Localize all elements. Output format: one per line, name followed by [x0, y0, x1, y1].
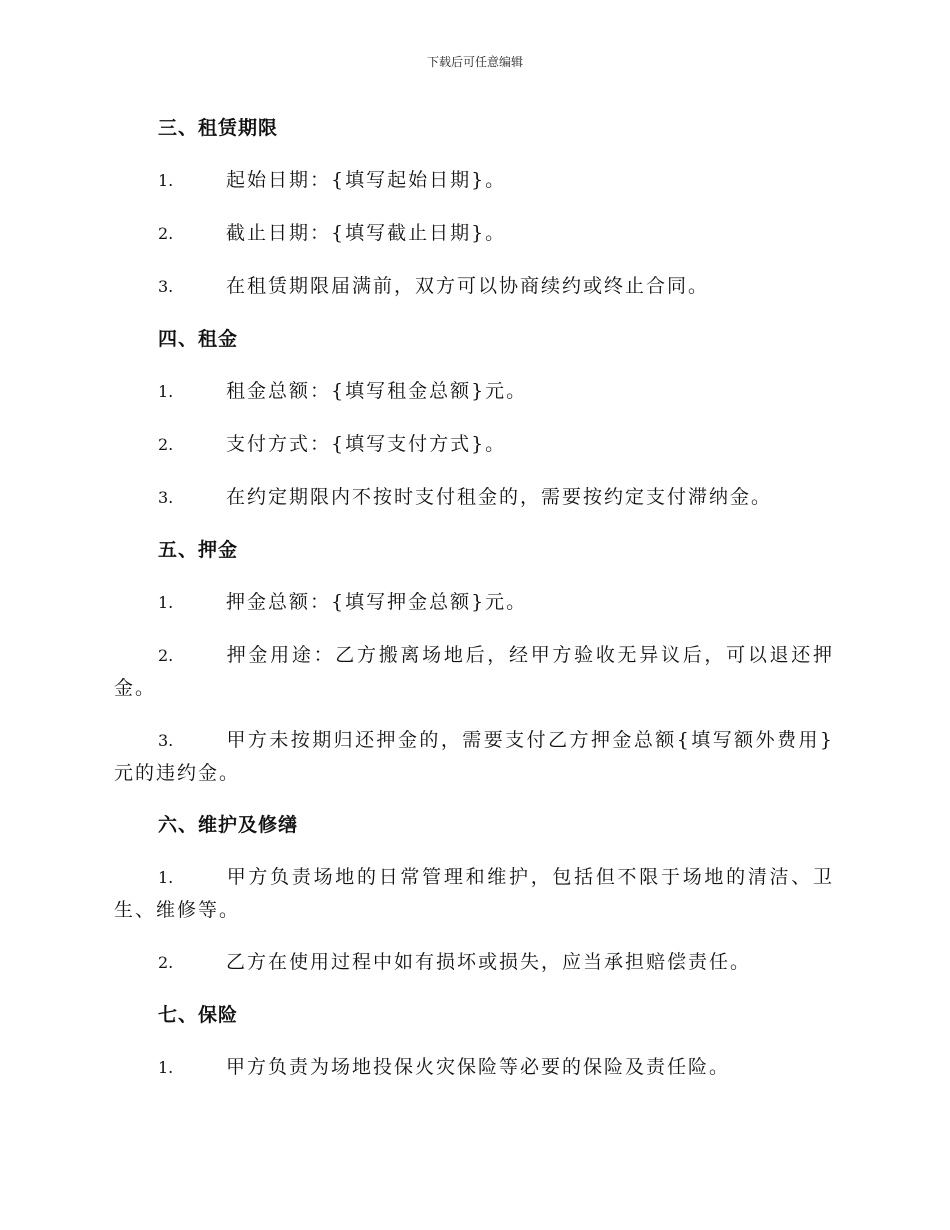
clause-text: 押金总额：{填写押金总额}元。 — [226, 591, 528, 613]
section-heading-insurance: 七、保险 — [158, 1004, 239, 1026]
clause-text: 甲方未按期归还押金的，需要支付乙方押金总额{填写额外费用}元的违约金。 — [114, 729, 834, 784]
clause-number: 1. — [158, 593, 174, 612]
clause-number: 1. — [158, 1058, 174, 1077]
clause — [114, 586, 834, 619]
clause — [114, 375, 834, 408]
clause-number: 2. — [158, 435, 174, 454]
clause-number: 2. — [158, 224, 174, 243]
clause — [114, 481, 834, 514]
clause-text: 在约定期限内不按时支付租金的，需要按约定支付滞纳金。 — [226, 486, 773, 508]
clause — [114, 639, 834, 704]
clause-text: 甲方负责为场地投保火灾保险等必要的保险及责任险。 — [226, 1056, 731, 1078]
document-body — [114, 112, 834, 1104]
clause-text: 甲方负责场地的日常管理和维护，包括但不限于场地的清洁、卫生、维修等。 — [114, 866, 834, 921]
clause — [114, 946, 834, 979]
clause — [114, 217, 834, 250]
clause-number: 2. — [158, 953, 174, 972]
clause — [114, 861, 834, 926]
clause-number: 2. — [158, 646, 174, 665]
header-note: 下载后可任意编辑 — [426, 55, 523, 69]
clause-number: 3. — [158, 488, 174, 507]
clause-text: 乙方在使用过程中如有损坏或损失，应当承担赔偿责任。 — [226, 951, 752, 973]
clause-text: 截止日期：{填写截止日期}。 — [226, 222, 507, 244]
section-heading-lease-term: 三、租赁期限 — [158, 117, 279, 139]
clause-text: 租金总额：{填写租金总额}元。 — [226, 380, 528, 402]
clause-number: 1. — [158, 171, 174, 190]
section-heading-maintenance: 六、维护及修缮 — [158, 814, 299, 836]
clause-number: 3. — [158, 731, 174, 750]
clause-text: 支付方式：{填写支付方式}。 — [226, 433, 507, 455]
clause-number: 1. — [158, 868, 174, 887]
section-heading-rent: 四、租金 — [158, 328, 239, 350]
clause-text: 在租赁期限届满前，双方可以协商续约或终止合同。 — [226, 275, 710, 297]
section-heading-deposit: 五、押金 — [158, 539, 239, 561]
clause — [114, 428, 834, 461]
clause-text: 起始日期：{填写起始日期}。 — [226, 169, 507, 191]
clause — [114, 164, 834, 197]
clause — [114, 724, 834, 789]
clause-text: 押金用途：乙方搬离场地后，经甲方验收无异议后，可以退还押金。 — [114, 644, 834, 699]
clause-number: 3. — [158, 277, 174, 296]
clause-number: 1. — [158, 382, 174, 401]
clause — [114, 270, 834, 303]
clause — [114, 1051, 834, 1084]
